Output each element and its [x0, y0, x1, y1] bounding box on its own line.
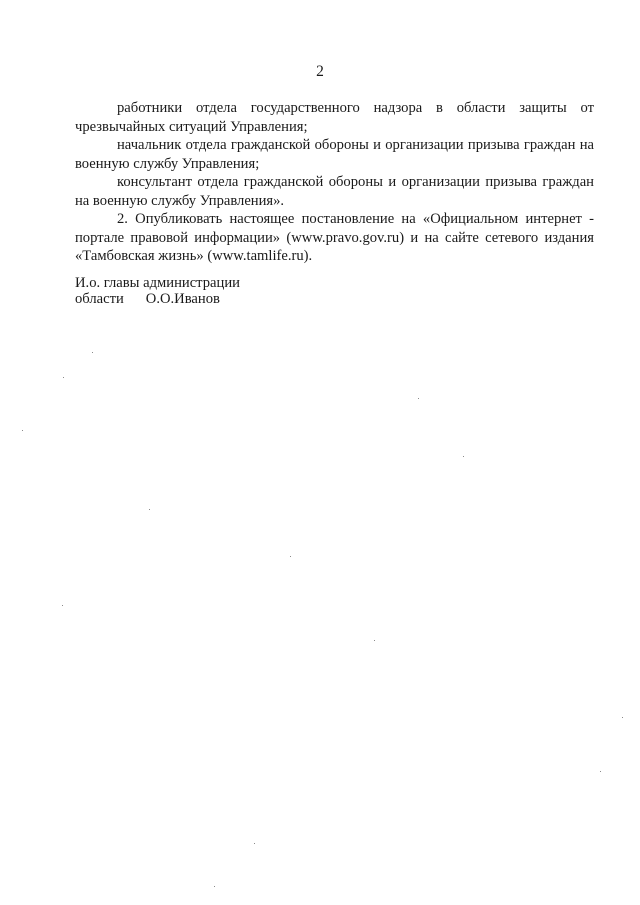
signatory-title-line2-row [75, 291, 240, 307]
signatory-title-line1: И.о. главы администрации [75, 275, 240, 291]
document-body [75, 99, 594, 266]
signature-block [75, 275, 240, 307]
signatory-title-line2: области [75, 291, 124, 307]
signatory-name: О.О.Иванов [145, 291, 220, 307]
page-number: 2 [316, 63, 324, 80]
paragraph-department-head: начальник отдела гражданской обороны и организации призыва граждан на военную службу Управления; [75, 137, 594, 172]
paragraph-publication-clause: 2. Опубликовать настоящее постановление на «Официальном интернет - портале правовой информации» (www.pravo.gov.ru) и на сайте сетевого издания «Тамбовская жизнь» (www.tamlife.ru). [75, 211, 594, 264]
paragraph-staff-supervision: работники отдела государственного надзора в области защиты от чрезвычайных ситуаций Управления; [75, 100, 594, 135]
paragraph-consultant: консультант отдела гражданской обороны и организации призыва граждан на военную службу Управления». [75, 174, 594, 209]
